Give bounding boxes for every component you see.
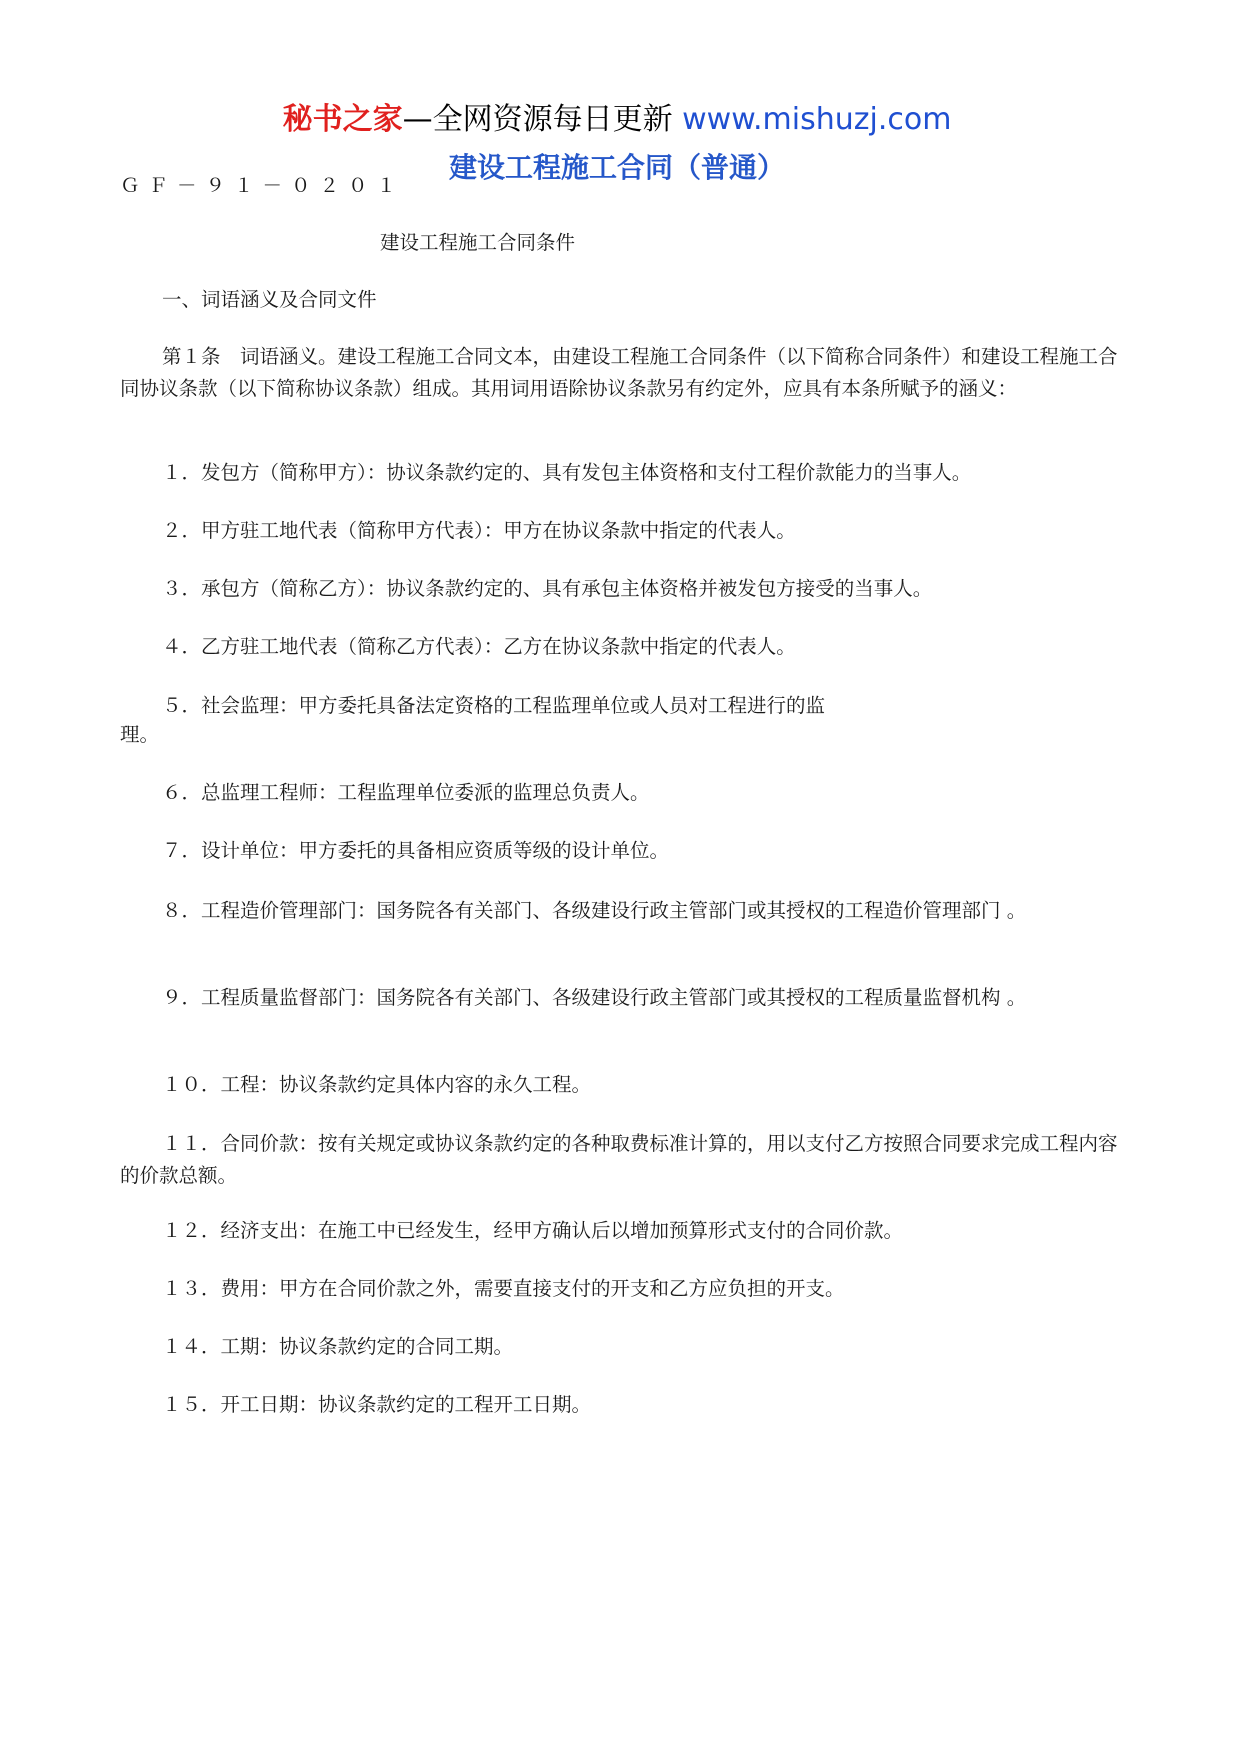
definition-item: １２．经济支出：在施工中已经发生，经甲方确认后以增加预算形式支付的合同价款。 xyxy=(162,1219,904,1242)
site-banner xyxy=(0,100,1234,140)
brand-name: 秘书之家 xyxy=(282,102,403,137)
definition-item: ７．设计单位：甲方委托的具备相应资质等级的设计单位。 xyxy=(162,839,670,862)
definition-item: １３．费用：甲方在合同价款之外，需要直接支付的开支和乙方应负担的开支。 xyxy=(162,1277,845,1300)
definition-item: ９．工程质量监督部门：国务院各有关部门、各级建设行政主管部门或其授权的工程质量监督机构 。 xyxy=(162,986,1027,1009)
definition-item: ８．工程造价管理部门：国务院各有关部门、各级建设行政主管部门或其授权的工程造价管理部门 。 xyxy=(162,899,1027,922)
definition-item: １．发包方（简称甲方）：协议条款约定的、具有发包主体资格和支付工程价款能力的当事人。 xyxy=(162,461,972,484)
article-1-paragraph: 第１条 词语涵义。建设工程施工合同文本，由建设工程施工合同条件（以下简称合同条件）和建设工程施工合同协议条款（以下简称协议条款）组成。其用词用语除协议条款另有约定外，应具有本条所赋予的涵义： xyxy=(120,345,1118,400)
definition-item: １４．工期：协议条款约定的合同工期。 xyxy=(162,1335,514,1358)
definition-item: １１．合同价款：按有关规定或协议条款约定的各种取费标准计算的，用以支付乙方按照合同要求完成工程内容的价款总额。 xyxy=(120,1132,1118,1187)
document-title: 建设工程施工合同（普通） xyxy=(448,151,785,184)
definition-item: １０．工程：协议条款约定具体内容的永久工程。 xyxy=(162,1073,592,1096)
contract-subtitle: 建设工程施工合同条件 xyxy=(380,231,576,254)
definition-item: ４．乙方驻工地代表（简称乙方代表）：乙方在协议条款中指定的代表人。 xyxy=(162,635,796,658)
definition-item: ２．甲方驻工地代表（简称甲方代表）：甲方在协议条款中指定的代表人。 xyxy=(162,519,796,542)
definition-item: ６．总监理工程师：工程监理单位委派的监理总负责人。 xyxy=(162,781,650,804)
document-code: ＧＦ－９１－０２０１ xyxy=(120,174,406,197)
section-heading: 一、词语涵义及合同文件 xyxy=(162,288,377,311)
site-url-link[interactable]: www.mishuzj.com xyxy=(682,102,952,137)
definition-item: １５．开工日期：协议条款约定的工程开工日期。 xyxy=(162,1393,592,1416)
definition-item: ５．社会监理：甲方委托具备法定资格的工程监理单位或人员对工程进行的监 xyxy=(162,694,826,717)
banner-tagline: 全网资源每日更新 xyxy=(432,102,673,137)
definition-item-continuation: 理。 xyxy=(120,723,160,746)
definition-item: ３．承包方（简称乙方）：协议条款约定的、具有承包主体资格并被发包方接受的当事人。 xyxy=(162,577,933,600)
banner-dash: — xyxy=(402,102,433,137)
